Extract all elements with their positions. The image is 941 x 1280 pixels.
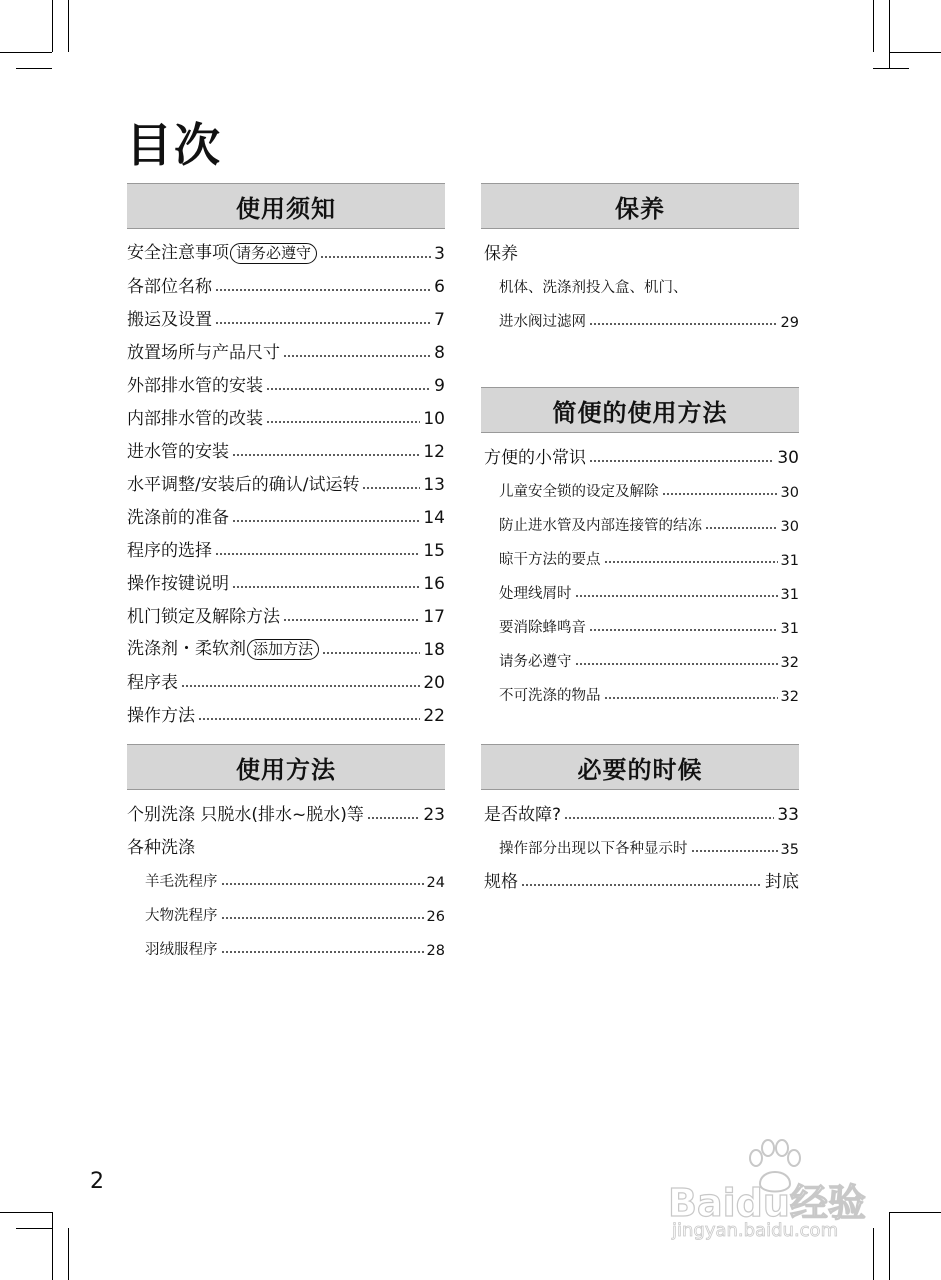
toc-page: 23 (423, 805, 445, 825)
toc-page: 10 (423, 409, 445, 429)
leader-dots (232, 519, 420, 523)
toc-label: 各部位名称 (127, 277, 212, 297)
toc-page: 6 (434, 277, 445, 297)
crop-mark (889, 0, 890, 68)
toc-label: 搬运及设置 (127, 310, 212, 330)
section-usage-notes (127, 183, 445, 730)
toc-list (481, 796, 799, 896)
toc-entry[interactable] (481, 472, 799, 506)
leader-dots (589, 628, 778, 632)
toc-label: 晾干方法的要点 (499, 552, 601, 568)
leader-dots (221, 916, 424, 920)
toc-entry[interactable] (127, 598, 445, 631)
leader-dots (662, 492, 778, 496)
toc-label: 程序的选择 (127, 541, 212, 561)
toc-entry[interactable] (127, 301, 445, 334)
toc-label: 进水阀过滤网 (499, 314, 586, 330)
toc-page: 33 (777, 805, 799, 825)
toc-entry[interactable] (481, 302, 799, 336)
leader-dots (266, 387, 431, 391)
leader-dots (322, 651, 420, 655)
toc-entry[interactable] (481, 439, 799, 472)
toc-list (481, 439, 799, 710)
section-header: 使用须知 (127, 183, 445, 229)
toc-page: 12 (423, 442, 445, 462)
toc-label: 操作按键说明 (127, 574, 229, 594)
toc-entry[interactable] (481, 574, 799, 608)
toc-list (127, 235, 445, 730)
toc-page: 9 (434, 376, 445, 396)
toc-label: 羊毛洗程序 (145, 874, 218, 890)
section-header: 保养 (481, 183, 799, 229)
toc-entry[interactable] (127, 466, 445, 499)
crop-mark (873, 68, 909, 69)
crop-mark (68, 1228, 69, 1280)
watermark-brand: Baidu经验 (668, 1181, 866, 1225)
leader-dots (283, 354, 431, 358)
toc-page: 14 (423, 508, 445, 528)
toc-entry[interactable] (481, 608, 799, 642)
toc-page: 3 (434, 244, 445, 264)
toc-page: 20 (423, 673, 445, 693)
leader-dots (198, 717, 420, 721)
toc-entry[interactable] (481, 506, 799, 540)
leader-dots (604, 560, 778, 564)
toc-page: 30 (777, 448, 799, 468)
toc-entry[interactable] (481, 642, 799, 676)
toc-label: 操作部分出现以下各种显示时 (499, 841, 688, 857)
toc-page: 22 (423, 706, 445, 726)
toc-page: 30 (780, 485, 799, 501)
leader-dots (221, 950, 424, 954)
page-number: 2 (90, 1169, 104, 1194)
leader-dots (691, 849, 778, 853)
toc-entry[interactable] (127, 697, 445, 730)
toc-entry[interactable] (127, 334, 445, 367)
leader-dots (589, 459, 774, 463)
badge: 添加方法 (247, 639, 319, 660)
toc-page: 24 (426, 875, 445, 891)
toc-entry[interactable] (127, 367, 445, 400)
toc-entry[interactable] (127, 664, 445, 697)
badge: 请务必遵守 (230, 243, 317, 264)
toc-page: 17 (423, 607, 445, 627)
section-when-needed (481, 744, 799, 896)
toc-label: 水平调整/安装后的确认/试运转 (127, 475, 360, 495)
toc-label: 安全注意事项 请务必遵守 (127, 238, 317, 264)
toc-page: 32 (780, 655, 799, 671)
toc-page: 18 (423, 640, 445, 660)
toc-entry[interactable] (481, 676, 799, 710)
toc-label: 规格 (484, 872, 518, 892)
toc-label: 大物洗程序 (145, 908, 218, 924)
toc-entry[interactable] (127, 930, 445, 964)
leader-dots (232, 585, 420, 589)
toc-page: 7 (434, 310, 445, 330)
leader-dots (215, 321, 431, 325)
crop-mark (0, 1212, 52, 1213)
toc-label: 不可洗涤的物品 (499, 688, 601, 704)
toc-page: 26 (426, 909, 445, 925)
toc-label: 外部排水管的安装 (127, 376, 263, 396)
toc-page: 13 (423, 475, 445, 495)
leader-dots (181, 684, 420, 688)
leader-dots (367, 816, 420, 820)
toc-label: 保养 (484, 244, 518, 264)
leader-dots (266, 420, 420, 424)
toc-list (127, 796, 445, 964)
toc-page: 16 (423, 574, 445, 594)
toc-entry[interactable] (127, 565, 445, 598)
toc-label: 儿童安全锁的设定及解除 (499, 484, 659, 500)
leader-dots (283, 618, 420, 622)
crop-mark (52, 0, 53, 52)
crop-mark (0, 52, 52, 53)
section-maintenance (481, 183, 799, 336)
leader-dots (589, 322, 778, 326)
crop-mark (16, 68, 52, 69)
toc-label: 个别洗涤 只脱水(排水~脱水)等 (127, 805, 364, 825)
toc-page: 31 (780, 621, 799, 637)
toc-page: 29 (780, 315, 799, 331)
toc-page: 32 (780, 689, 799, 705)
leader-dots (232, 453, 420, 457)
toc-page: 28 (426, 943, 445, 959)
toc-label: 内部排水管的改装 (127, 409, 263, 429)
leader-dots (320, 255, 431, 259)
leader-dots (215, 552, 420, 556)
toc-page: 封底 (765, 872, 799, 892)
crop-mark (52, 1212, 53, 1280)
toc-entry[interactable] (481, 796, 799, 829)
toc-entry[interactable] (127, 268, 445, 301)
leader-dots (215, 288, 431, 292)
section-easy-usage (481, 387, 799, 710)
toc-label: 机门锁定及解除方法 (127, 607, 280, 627)
toc-list (481, 235, 799, 336)
toc-page: 30 (780, 519, 799, 535)
watermark (668, 1138, 898, 1248)
toc-entry[interactable] (127, 532, 445, 565)
leader-dots (604, 696, 778, 700)
toc-label: 洗涤前的准备 (127, 508, 229, 528)
watermark-url: jingyan.baidu.com (672, 1220, 839, 1241)
crop-mark (16, 1228, 52, 1229)
toc-page: 8 (434, 343, 445, 363)
toc-label: 操作方法 (127, 706, 195, 726)
toc-entry-line[interactable] (481, 268, 799, 302)
leader-dots (521, 883, 762, 887)
toc-label: 进水管的安装 (127, 442, 229, 462)
toc-label: 要消除蜂鸣音 (499, 620, 586, 636)
toc-label: 程序表 (127, 673, 178, 693)
toc-label: 防止进水管及内部连接管的结冻 (499, 518, 702, 534)
toc-entry[interactable] (127, 862, 445, 896)
toc-entry[interactable] (127, 499, 445, 532)
toc-entry[interactable] (127, 631, 445, 664)
toc-entry[interactable] (127, 896, 445, 930)
toc-label: 处理线屑时 (499, 586, 572, 602)
crop-mark (68, 0, 69, 52)
leader-dots (362, 486, 420, 490)
toc-label: 是否故障? (484, 805, 562, 825)
crop-mark (873, 0, 874, 52)
toc-label: 羽绒服程序 (145, 942, 218, 958)
toc-page: 35 (780, 842, 799, 858)
toc-label: 各种洗涤 (127, 838, 195, 858)
section-usage-methods (127, 744, 445, 964)
toc-entry[interactable] (127, 235, 445, 268)
leader-dots (705, 526, 778, 530)
toc-label: 请务必遵守 (499, 654, 572, 670)
leader-dots (564, 816, 774, 820)
toc-label: 放置场所与产品尺寸 (127, 343, 280, 363)
toc-entry[interactable] (481, 829, 799, 863)
leader-dots (221, 882, 424, 886)
section-header: 简便的使用方法 (481, 387, 799, 433)
toc-page: 31 (780, 553, 799, 569)
section-header: 使用方法 (127, 744, 445, 790)
toc-label: 机体、洗涤剂投入盒、机门、 (499, 280, 688, 296)
leader-dots (575, 662, 778, 666)
toc-label: 洗涤剂・柔软剂 添加方法 (127, 634, 319, 660)
toc-entry[interactable] (481, 863, 799, 896)
toc-page: 15 (423, 541, 445, 561)
crop-mark (889, 52, 941, 53)
toc-entry[interactable] (127, 433, 445, 466)
toc-entry[interactable] (481, 540, 799, 574)
page-title: 目次 (126, 118, 222, 172)
leader-dots (575, 594, 778, 598)
section-header: 必要的时候 (481, 744, 799, 790)
toc-heading[interactable] (481, 235, 799, 268)
toc-page: 31 (780, 587, 799, 603)
toc-entry[interactable] (127, 400, 445, 433)
toc-label: 方便的小常识 (484, 448, 586, 468)
toc-entry[interactable] (127, 796, 445, 829)
toc-heading[interactable] (127, 829, 445, 862)
